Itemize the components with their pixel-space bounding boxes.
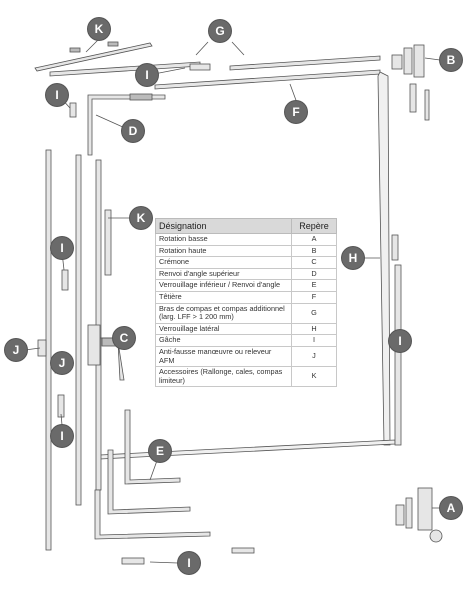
- legend-code: E: [292, 280, 337, 292]
- legend-table: [155, 218, 337, 387]
- legend-code: A: [292, 234, 337, 246]
- legend-code: I: [292, 335, 337, 347]
- legend-code: G: [292, 303, 337, 323]
- accessory-k-mid: [105, 210, 111, 275]
- callout-i-top: I: [136, 64, 158, 86]
- callout-a: A: [440, 497, 462, 519]
- callout-j-mid: J: [51, 352, 73, 374]
- callout-g: G: [209, 20, 231, 42]
- callout-i-mid: I: [51, 237, 73, 259]
- legend-designation: Crémone: [156, 257, 292, 269]
- top-hinge-b: [392, 45, 429, 120]
- legend-designation: Anti-fausse manœuvre ou releveur AFM: [156, 346, 292, 366]
- keeper-i-low: [58, 395, 64, 417]
- legend-row: [156, 280, 337, 292]
- stay-arm-g-left: [50, 62, 200, 76]
- callout-d: D: [122, 120, 144, 142]
- legend-code: F: [292, 291, 337, 303]
- legend-code: D: [292, 268, 337, 280]
- callout-k-top: K: [88, 18, 110, 40]
- callout-k-mid: K: [130, 207, 152, 229]
- callout-b: B: [440, 49, 462, 71]
- lateral-lock-h: [392, 235, 398, 260]
- callout-i-bottom: I: [178, 552, 200, 574]
- faceplate-f: [155, 70, 380, 89]
- keeper-i-left: [70, 103, 76, 117]
- legend-designation: Bras de compas et compas additionnel (larg. LFF > 1 200 mm): [156, 303, 292, 323]
- stay-arm-g-right: [230, 56, 380, 70]
- legend-designation: Accessoires (Rallonge, cales, compas limiteur): [156, 367, 292, 387]
- legend-code: B: [292, 245, 337, 257]
- legend-designation: Renvoi d'angle supérieur: [156, 268, 292, 280]
- legend-header-row: [156, 219, 337, 234]
- legend-designation: Rotation basse: [156, 234, 292, 246]
- keeper-i-top: [190, 64, 210, 70]
- legend-designation: Gâche: [156, 335, 292, 347]
- keeper-i-right: [395, 265, 401, 445]
- legend-designation: Verrouillage latéral: [156, 323, 292, 335]
- legend-row: [156, 268, 337, 280]
- legend-code: H: [292, 323, 337, 335]
- legend-row: [156, 291, 337, 303]
- legend-row: [156, 323, 337, 335]
- legend-row: [156, 335, 337, 347]
- legend-row: [156, 257, 337, 269]
- vertical-rod-2: [76, 155, 81, 505]
- legend-designation: Rotation haute: [156, 245, 292, 257]
- callout-h: H: [342, 247, 364, 269]
- bottom-hinge-a: [396, 488, 442, 542]
- callout-i-right: I: [389, 330, 411, 352]
- callout-e: E: [149, 440, 171, 462]
- legend-designation: Verrouillage inférieur / Renvoi d'angle: [156, 280, 292, 292]
- legend-code: C: [292, 257, 337, 269]
- legend-code: K: [292, 367, 337, 387]
- callout-j-left: J: [5, 339, 27, 361]
- legend-row: [156, 367, 337, 387]
- keeper-i-mid: [62, 270, 68, 290]
- vertical-rod-1: [46, 150, 51, 550]
- legend-row: [156, 234, 337, 246]
- callout-c: C: [113, 327, 135, 349]
- frame-rail-right: [378, 72, 390, 445]
- legend-code: J: [292, 346, 337, 366]
- legend-designation: Têtière: [156, 291, 292, 303]
- legend-row: [156, 303, 337, 323]
- legend-header-repere: Repère: [292, 219, 337, 234]
- legend-header-designation: Désignation: [156, 219, 292, 234]
- callout-f: F: [285, 101, 307, 123]
- callout-i-low: I: [51, 425, 73, 447]
- legend-row: [156, 346, 337, 366]
- legend-row: [156, 245, 337, 257]
- frame-rail-bottom: [100, 440, 395, 459]
- callout-i-left: I: [46, 84, 68, 106]
